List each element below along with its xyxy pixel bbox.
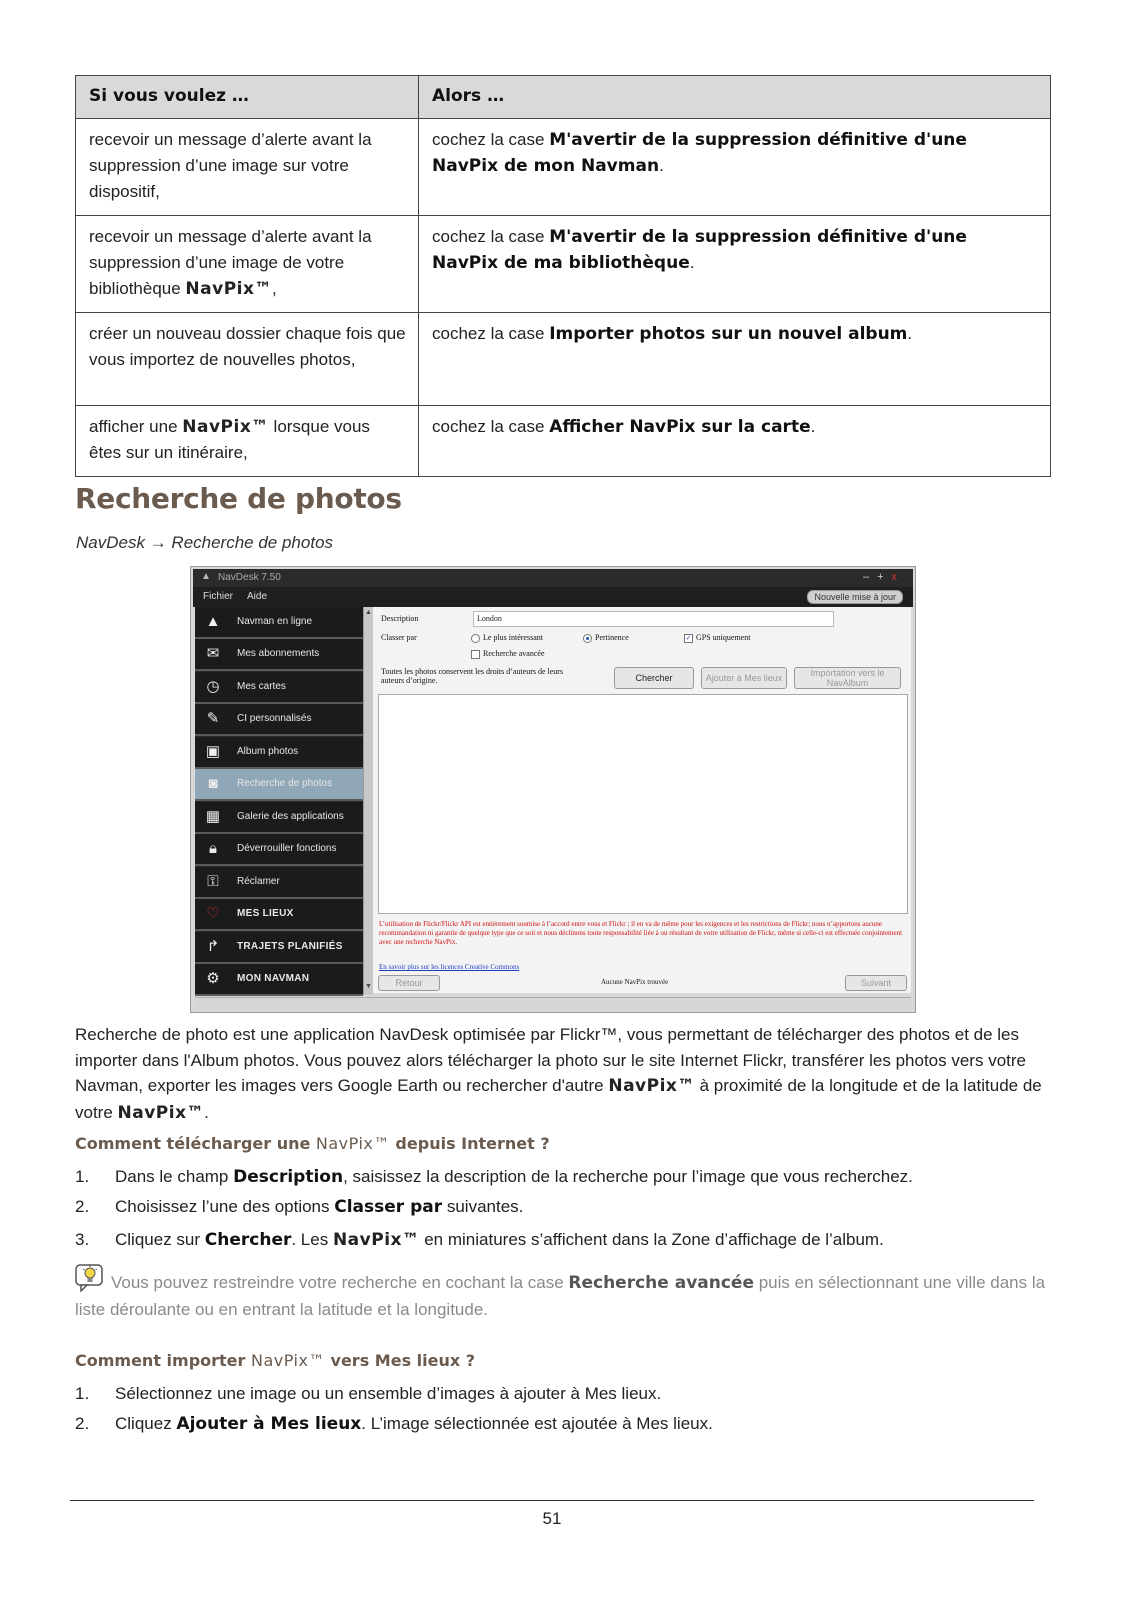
subsection-title-import: Comment importer NavPix™ vers Mes lieux ?	[75, 1351, 476, 1370]
page-number: 51	[542, 1509, 562, 1528]
clock-icon: ◷	[206, 678, 220, 695]
route-icon: ↱	[206, 938, 220, 955]
scroll-down-icon[interactable]: ▼	[365, 983, 372, 990]
list-item: 1. Sélectionnez une image ou un ensemble d’images à ajouter à Mes lieux.	[75, 1384, 662, 1403]
flickr-warning: L’utilisation de Flickr/Flickr API est entièrement soumise à l’accord entre vous et Flickr ; il en va de même pour les exigences et les restrictions de Flickr; nous n’apportons aucune recommandation ni garantie de quelque type que ce soit et nous déclinons toute responsabilité liée à ou résultant de votre utilisation de Flickr, même si celle-ci est effectuée conjointement avec une recherche NavPix.	[379, 920, 903, 946]
section-title: Recherche de photos	[75, 482, 402, 515]
pin-icon: ✎	[206, 710, 220, 727]
table-cell: créer un nouveau dossier chaque fois que vous importez de nouvelles photos,	[76, 313, 419, 406]
table-row	[76, 119, 1051, 216]
sidebar-item-my-navman[interactable]: ⚙ MON NAVMAN	[195, 964, 363, 996]
table-row	[76, 406, 1051, 477]
navdesk-screenshot	[190, 566, 916, 1013]
table-cell: cochez la case M'avertir de la suppression définitive d'une NavPix de ma bibliothèque.	[419, 216, 1051, 313]
update-button[interactable]: Nouvelle mise à jour	[807, 590, 903, 604]
table-cell: recevoir un message d’alerte avant la suppression d’une image sur votre dispositif,	[76, 119, 419, 216]
heart-icon: ♡	[206, 905, 220, 922]
sidebar-item-planned-routes[interactable]: ↱ TRAJETS PLANIFIÉS	[195, 932, 363, 964]
sidebar-item-my-places[interactable]: ♡ MES LIEUX	[195, 899, 363, 931]
app-title: NavDesk 7.50	[218, 572, 281, 583]
list-item: 2. Choisissez l’une des options Classer par suivantes.	[75, 1197, 524, 1217]
sort-relevance-radio[interactable]	[583, 634, 592, 643]
sidebar-item-subscriptions[interactable]: ✉ Mes abonnements	[195, 639, 363, 671]
table-header-row	[76, 76, 1051, 119]
table-cell: cochez la case M'avertir de la suppression définitive d'une NavPix de mon Navman.	[419, 119, 1051, 216]
table-cell: cochez la case Afficher NavPix sur la carte.	[419, 406, 1051, 477]
claim-icon: ⚿	[207, 873, 219, 890]
back-button[interactable]: Retour	[378, 975, 440, 991]
add-to-places-button[interactable]: Ajouter à Mes lieux	[701, 667, 787, 689]
scroll-up-icon[interactable]: ▲	[365, 609, 372, 616]
sort-label: Classer par	[381, 633, 417, 642]
minimize-button[interactable]: –	[862, 571, 878, 583]
photo-search-panel	[373, 607, 911, 993]
album-display-area[interactable]	[378, 694, 908, 914]
table-cell: recevoir un message d’alerte avant la suppression d’une image de votre bibliothèque NavPix™,	[76, 216, 419, 313]
search-button[interactable]: Chercher	[614, 667, 694, 689]
no-result-status: Aucune NavPix trouvée	[601, 978, 669, 986]
advanced-search-label: Recherche avancée	[483, 649, 545, 658]
sidebar-item-maps[interactable]: ◷ Mes cartes	[195, 672, 363, 704]
sidebar-item-unlock-features[interactable]: 🔒︎ Déverrouiller fonctions	[195, 834, 363, 866]
description-label: Description	[381, 614, 419, 623]
lightbulb-icon	[75, 1264, 105, 1292]
list-item: 2. Cliquez Ajouter à Mes lieux. L’image sélectionnée est ajoutée à Mes lieux.	[75, 1414, 713, 1434]
window-controls	[863, 571, 905, 583]
gps-only-label: GPS uniquement	[696, 633, 751, 642]
table-cell: cochez la case Importer photos sur un nouvel album.	[419, 313, 1051, 406]
sidebar-item-photo-album[interactable]: ▣ Album photos	[195, 737, 363, 769]
horizontal-scrollbar[interactable]	[195, 997, 911, 1008]
album-icon: ▣	[205, 743, 221, 760]
import-steps	[75, 1379, 1050, 1439]
rights-note: Toutes les photos conservent les droits d’auteurs de leurs auteurs d’origine.	[381, 667, 564, 685]
menu-file[interactable]: Fichier	[203, 591, 234, 602]
list-item: 1. Dans le champ Description, saisissez la description de la recherche pour l’image que vous recherchez.	[75, 1167, 913, 1187]
sidebar-item-app-gallery[interactable]: ▦ Galerie des applications	[195, 802, 363, 834]
sort-relevance-label: Pertinence	[595, 633, 629, 642]
grid-icon: ▦	[205, 808, 221, 825]
gps-only-checkbox[interactable]: ✓	[685, 635, 692, 642]
intro-paragraph: Recherche de photo est une application NavDesk optimisée par Flickr™, vous permettant de télécharger des photos et de les importer dans l'Album photos. Vous pouvez alors télécharger la photo sur le site Internet Flickr, transférer les photos vers votre Navman, exporter les images vers Google Earth ou rechercher d'autre NavPix™ à proximité de la longitude et de la latitude de votre NavPix™.	[75, 1025, 1042, 1123]
arrow-right-icon: →	[149, 533, 167, 552]
sort-interesting-label: Le plus intéressant	[483, 633, 543, 642]
table-row	[76, 313, 1051, 406]
tip-note: Vous pouvez restreindre votre recherche en cochant la case Recherche avancée puis en sélectionnant une ville dans la liste déroulante ou en entrant la latitude et la longitude.	[75, 1264, 1050, 1322]
app-titlebar	[193, 569, 913, 587]
creative-commons-link[interactable]: En savoir plus sur les licences Creative Commons	[379, 963, 520, 971]
next-button[interactable]: Suivant	[845, 975, 907, 991]
camera-icon: ◙	[208, 775, 218, 792]
table-row	[76, 216, 1051, 313]
sidebar-scrollbar[interactable]	[363, 607, 373, 995]
sidebar-item-navman-online[interactable]: ▲ Navman en ligne	[195, 607, 363, 639]
sidebar-item-custom-poi[interactable]: ✎ CI personnalisés	[195, 704, 363, 736]
list-item: 3. Cliquez sur Chercher. Les NavPix™ en miniatures s’affichent dans la Zone d’affichage de l’album.	[75, 1230, 884, 1250]
sidebar-item-claim[interactable]: ⚿ Réclamer	[195, 867, 363, 899]
breadcrumb: NavDesk → Recherche de photos	[76, 533, 334, 552]
table-header-cell: Alors …	[419, 76, 1051, 119]
menu-bar	[193, 587, 913, 607]
sidebar-item-photo-search[interactable]: ◙ Recherche de photos	[195, 769, 363, 801]
advanced-search-checkbox[interactable]	[471, 650, 480, 659]
navman-logo-icon: ▲	[201, 571, 211, 582]
subsection-title-download: Comment télécharger une NavPix™ depuis Internet ?	[75, 1134, 550, 1153]
table-cell: afficher une NavPix™ lorsque vous êtes sur un itinéraire,	[76, 406, 419, 477]
envelope-icon: ✉	[206, 645, 220, 662]
close-button[interactable]: x	[891, 571, 905, 583]
lock-icon: 🔒︎	[209, 840, 217, 857]
import-album-button[interactable]: Importation vers le NavAlbum	[794, 667, 901, 689]
menu-help[interactable]: Aide	[247, 591, 268, 602]
sidebar	[195, 607, 363, 995]
maximize-button[interactable]: +	[877, 571, 892, 583]
description-input[interactable]: London	[473, 611, 834, 627]
options-table	[75, 75, 1051, 477]
footer-divider	[70, 1500, 1034, 1501]
table-header-cell: Si vous voulez …	[76, 76, 419, 119]
download-steps	[75, 1162, 1050, 1255]
navman-logo-icon: ▲	[205, 613, 221, 630]
sort-interesting-radio[interactable]	[471, 634, 480, 643]
gear-icon: ⚙	[206, 970, 220, 987]
